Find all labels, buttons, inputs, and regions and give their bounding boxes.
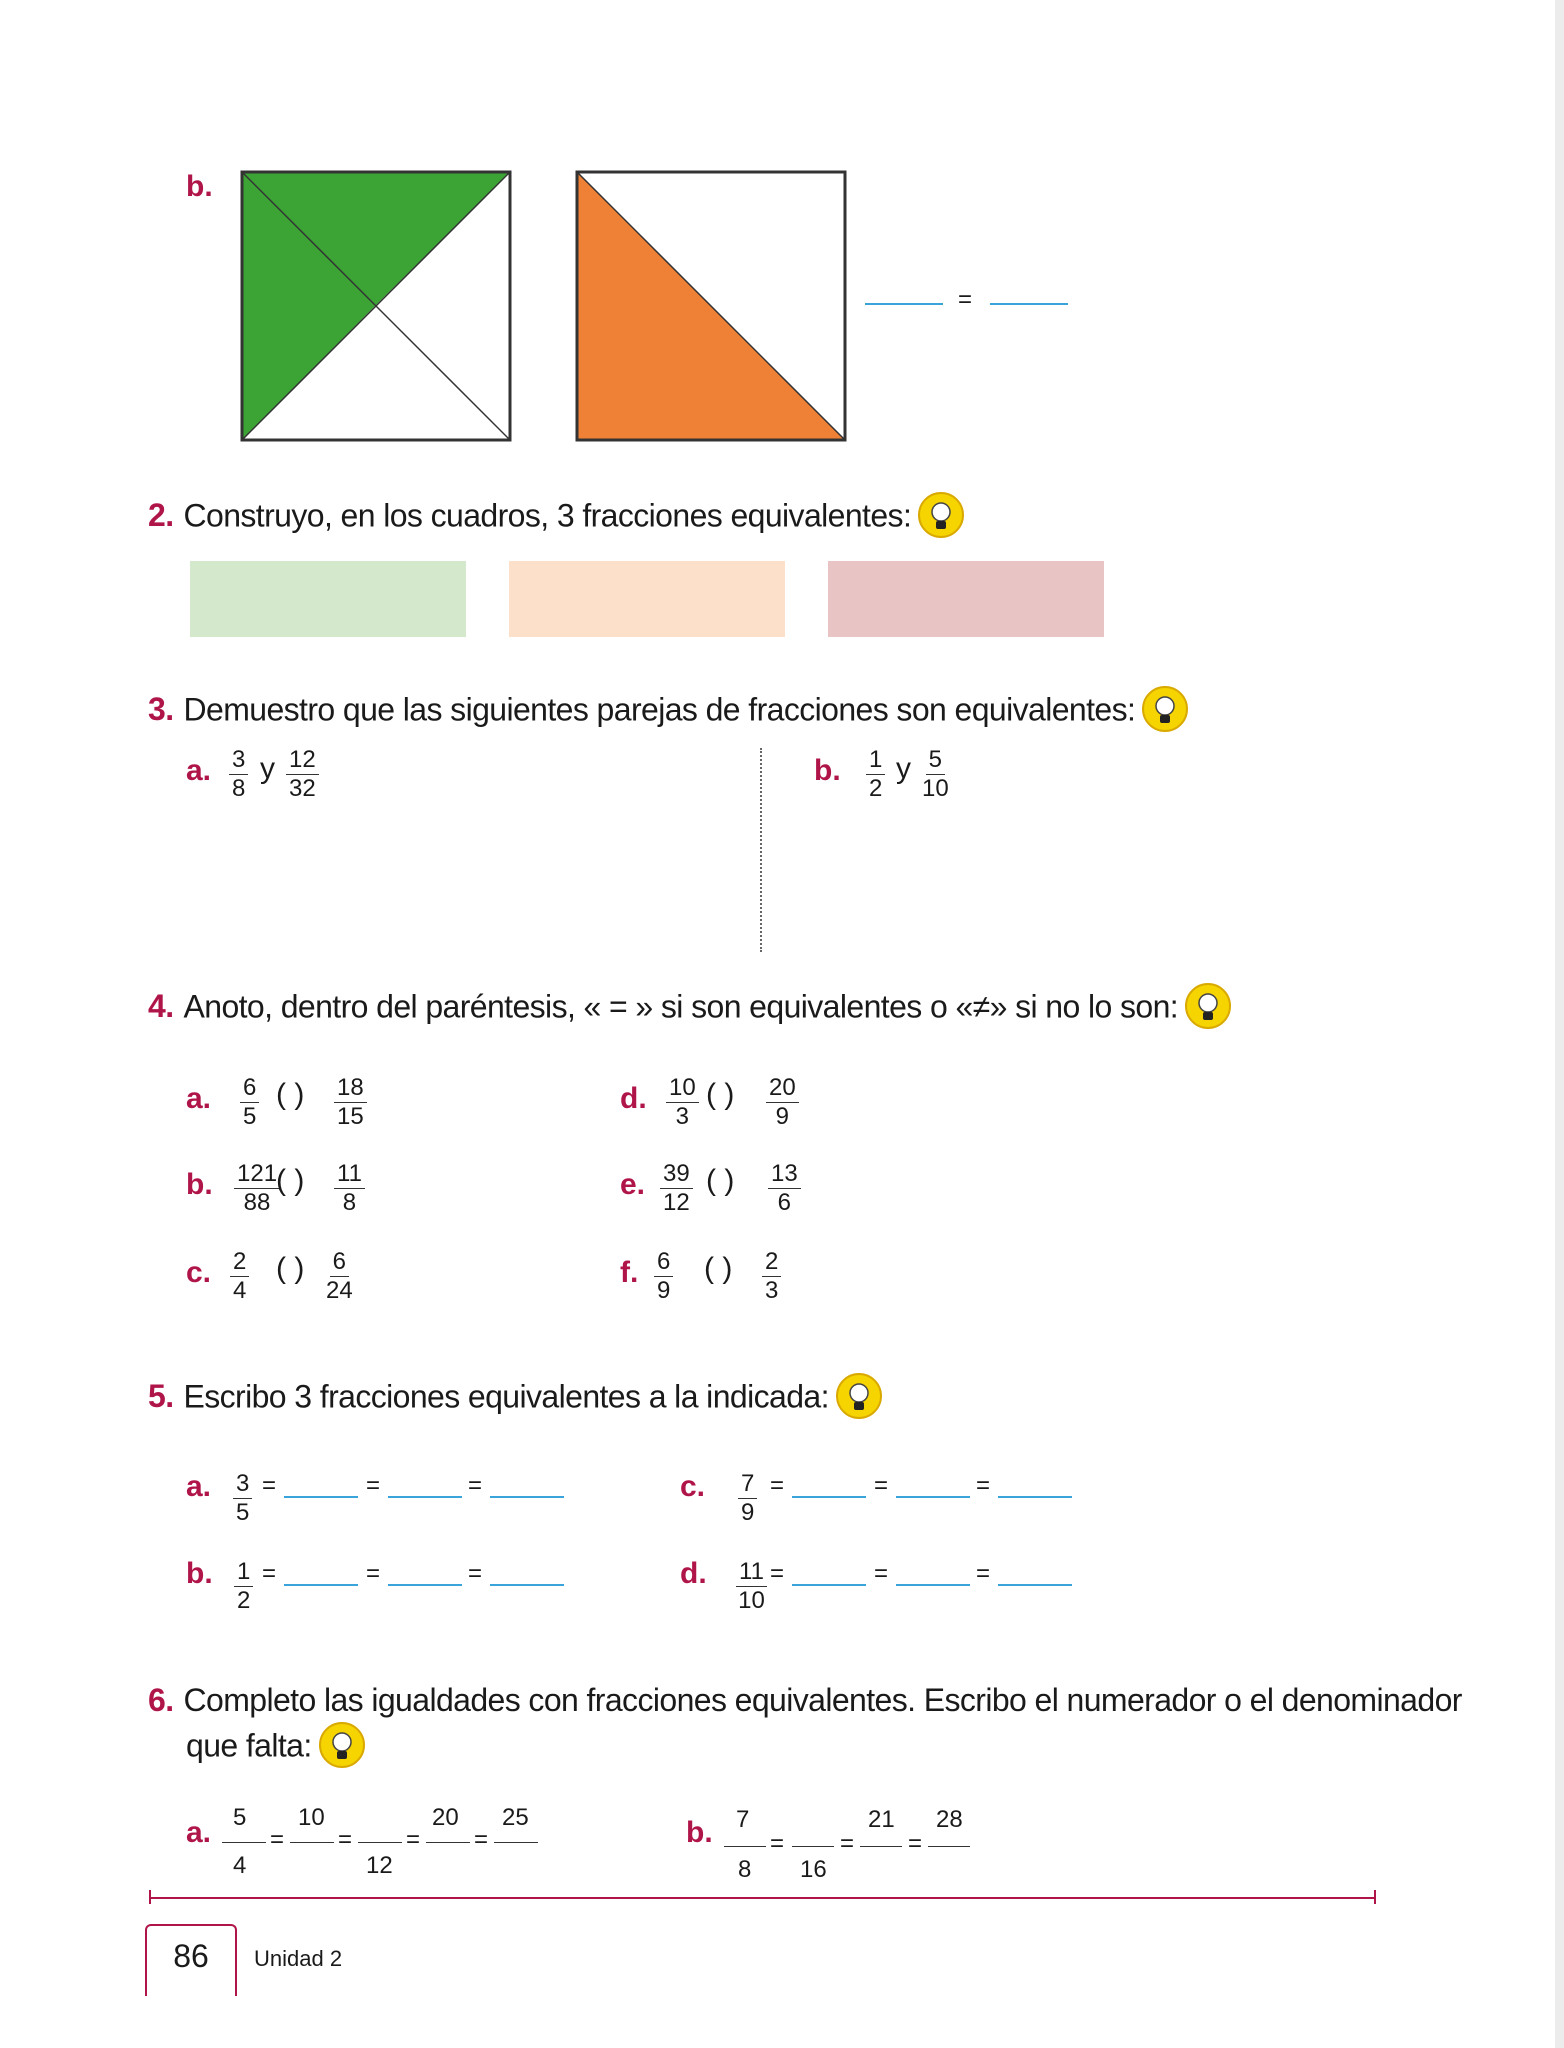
equals-sign: = — [262, 1560, 277, 1587]
equals-sign: = — [770, 1830, 785, 1857]
fraction-bar[interactable] — [494, 1842, 538, 1843]
equals-sign: = — [958, 286, 973, 313]
equals-sign: = — [338, 1826, 353, 1853]
denominator: 2 — [237, 1587, 251, 1614]
fraction — [286, 748, 319, 801]
numerator: 13 — [768, 1162, 801, 1189]
denominator: 4 — [233, 1277, 247, 1304]
question-text: que falta: — [186, 1727, 312, 1764]
denominator: 8 — [232, 775, 246, 802]
item-label: a. — [186, 1082, 212, 1115]
fraction-bar[interactable] — [290, 1842, 334, 1843]
fraction — [326, 1250, 353, 1303]
fraction — [334, 1162, 365, 1215]
fraction — [768, 1162, 801, 1215]
lightbulb-icon — [1141, 685, 1189, 733]
denominator: 8 — [738, 1856, 752, 1883]
footer-rule-tick — [1374, 1890, 1376, 1904]
question-number: 5. — [148, 1378, 174, 1415]
numerator: 18 — [334, 1076, 367, 1103]
numerator: 3 — [233, 1472, 252, 1499]
equals-sign: = — [468, 1472, 483, 1499]
part-b-label: b. — [186, 170, 213, 203]
question-6-line1 — [148, 1682, 1462, 1719]
fraction — [666, 1076, 699, 1129]
question-text: Escribo 3 fracciones equivalentes a la indicada: — [183, 1378, 829, 1415]
item-label: c. — [680, 1470, 706, 1503]
question-text: Construyo, en los cuadros, 3 fracciones equivalentes: — [183, 497, 912, 534]
fraction — [866, 748, 885, 801]
denominator: 5 — [236, 1499, 250, 1526]
fraction-bar[interactable] — [860, 1846, 902, 1847]
fraction — [762, 1250, 781, 1303]
numerator: 3 — [229, 748, 248, 775]
numerator: 10 — [666, 1076, 699, 1103]
denominator: 8 — [342, 1189, 357, 1216]
numerator: 28 — [936, 1806, 963, 1833]
item-label: c. — [186, 1256, 212, 1289]
numerator: 21 — [868, 1806, 895, 1833]
numerator: 7 — [736, 1806, 750, 1833]
denominator: 3 — [765, 1277, 779, 1304]
denominator: 88 — [243, 1189, 271, 1216]
item-label: a. — [186, 754, 212, 787]
answer-blank[interactable] — [896, 1496, 970, 1498]
answer-blank[interactable] — [490, 1584, 564, 1586]
fraction — [334, 1076, 367, 1129]
conjunction: y — [260, 752, 275, 785]
answer-parentheses[interactable]: ( ) — [706, 1078, 735, 1111]
numerator: 10 — [298, 1804, 325, 1831]
item-label: b. — [186, 1557, 213, 1590]
item-label: b. — [686, 1816, 713, 1849]
item-label: a. — [186, 1816, 212, 1849]
equals-sign: = — [262, 1472, 277, 1499]
fraction — [736, 1560, 767, 1613]
denominator: 3 — [675, 1103, 690, 1130]
page-edge — [1555, 0, 1564, 2048]
equals-sign: = — [474, 1826, 489, 1853]
answer-blank[interactable] — [998, 1584, 1072, 1586]
item-label: d. — [620, 1082, 647, 1115]
numerator: 121 — [234, 1162, 280, 1189]
equals-sign: = — [366, 1560, 381, 1587]
denominator: 4 — [233, 1852, 247, 1879]
fraction — [654, 1250, 673, 1303]
fraction — [229, 748, 248, 801]
answer-parentheses[interactable]: ( ) — [276, 1164, 305, 1197]
fraction — [660, 1162, 693, 1215]
numerator: 5 — [233, 1804, 247, 1831]
answer-blank[interactable] — [388, 1496, 462, 1498]
item-label: e. — [620, 1168, 646, 1201]
denominator: 12 — [366, 1852, 393, 1879]
answer-blank[interactable] — [990, 303, 1068, 305]
denominator: 6 — [777, 1189, 792, 1216]
question-4 — [148, 985, 1232, 1033]
orange-square-figure — [575, 170, 855, 442]
equals-sign: = — [406, 1826, 421, 1853]
fraction-bar — [724, 1846, 766, 1847]
fraction-bar[interactable] — [928, 1846, 970, 1847]
equals-sign: = — [976, 1560, 991, 1587]
fraction-bar[interactable] — [358, 1842, 402, 1843]
answer-parentheses[interactable]: ( ) — [276, 1078, 305, 1111]
equals-sign: = — [770, 1560, 785, 1587]
column-divider — [760, 748, 762, 952]
equals-sign: = — [468, 1560, 483, 1587]
equals-sign: = — [874, 1560, 889, 1587]
item-label: b. — [814, 754, 841, 787]
numerator: 12 — [286, 748, 319, 775]
question-text: Demuestro que las siguientes parejas de fracciones son equivalentes: — [183, 691, 1136, 728]
answer-blank[interactable] — [998, 1496, 1072, 1498]
answer-parentheses[interactable]: ( ) — [706, 1164, 735, 1197]
lightbulb-icon — [917, 491, 965, 539]
answer-blank[interactable] — [388, 1584, 462, 1586]
numerator: 39 — [660, 1162, 693, 1189]
question-3 — [148, 688, 1189, 736]
footer-rule — [150, 1897, 1376, 1899]
equals-sign: = — [874, 1472, 889, 1499]
page-number: 86 — [173, 1938, 209, 1974]
unit-label: Unidad 2 — [254, 1946, 343, 1971]
answer-blank[interactable] — [284, 1496, 358, 1498]
equals-sign: = — [976, 1472, 991, 1499]
footer-rule-tick — [149, 1890, 151, 1904]
numerator: 6 — [330, 1250, 349, 1277]
denominator: 32 — [289, 775, 316, 802]
green-square-figure — [240, 170, 520, 442]
answer-blank[interactable] — [284, 1584, 358, 1586]
item-label: f. — [620, 1256, 639, 1289]
question-text: Anoto, dentro del paréntesis, « = » si son equivalentes o «≠» si no lo son: — [183, 988, 1179, 1025]
question-number: 4. — [148, 988, 174, 1025]
answer-parentheses[interactable]: ( ) — [704, 1252, 733, 1285]
lightbulb-icon — [1184, 982, 1232, 1030]
question-number: 6. — [148, 1682, 174, 1718]
denominator: 10 — [738, 1587, 765, 1614]
fraction — [738, 1472, 757, 1525]
answer-blank[interactable] — [792, 1584, 866, 1586]
denominator: 15 — [337, 1103, 364, 1130]
numerator: 11 — [736, 1560, 767, 1587]
answer-blank[interactable] — [896, 1584, 970, 1586]
equals-sign: = — [770, 1472, 785, 1499]
denominator: 5 — [243, 1103, 257, 1130]
equals-sign: = — [840, 1830, 855, 1857]
answer-box-pink[interactable] — [828, 561, 1104, 637]
lightbulb-icon — [835, 1372, 883, 1420]
answer-box-peach[interactable] — [509, 561, 785, 637]
fraction — [922, 748, 949, 801]
denominator: 9 — [657, 1277, 671, 1304]
question-6-line2 — [186, 1724, 366, 1772]
fraction — [234, 1162, 280, 1215]
fraction — [766, 1076, 799, 1129]
numerator: 5 — [926, 748, 945, 775]
denominator: 10 — [922, 775, 949, 802]
answer-blank[interactable] — [865, 303, 943, 305]
denominator: 12 — [663, 1189, 690, 1216]
denominator: 9 — [775, 1103, 790, 1130]
question-text: Completo las igualdades con fracciones equivalentes. Escribo el numerador o el denominador — [183, 1682, 1462, 1718]
equals-sign: = — [270, 1826, 285, 1853]
equals-sign: = — [908, 1830, 923, 1857]
fraction-bar — [222, 1842, 266, 1843]
answer-parentheses[interactable]: ( ) — [276, 1252, 305, 1285]
numerator: 1 — [866, 748, 885, 775]
denominator: 2 — [869, 775, 883, 802]
lightbulb-icon — [318, 1721, 366, 1769]
numerator: 1 — [234, 1560, 253, 1587]
item-label: b. — [186, 1168, 213, 1201]
numerator: 20 — [766, 1076, 799, 1103]
numerator: 6 — [654, 1250, 673, 1277]
fraction — [240, 1076, 259, 1129]
numerator: 25 — [502, 1804, 529, 1831]
question-2 — [148, 494, 965, 542]
fraction — [230, 1250, 249, 1303]
fraction — [234, 1560, 253, 1613]
fraction-bar[interactable] — [792, 1846, 834, 1847]
numerator: 6 — [240, 1076, 259, 1103]
denominator: 9 — [741, 1499, 755, 1526]
item-label: d. — [680, 1557, 707, 1590]
numerator: 2 — [762, 1250, 781, 1277]
answer-blank[interactable] — [792, 1496, 866, 1498]
answer-blank[interactable] — [490, 1496, 564, 1498]
numerator: 11 — [334, 1162, 365, 1189]
question-number: 3. — [148, 691, 174, 728]
numerator: 7 — [738, 1472, 757, 1499]
denominator: 24 — [326, 1277, 353, 1304]
equals-sign: = — [366, 1472, 381, 1499]
fraction — [233, 1472, 252, 1525]
question-5 — [148, 1375, 883, 1423]
item-label: a. — [186, 1470, 212, 1503]
numerator: 2 — [230, 1250, 249, 1277]
answer-box-green[interactable] — [190, 561, 466, 637]
conjunction: y — [896, 752, 911, 785]
question-number: 2. — [148, 497, 174, 534]
denominator: 16 — [800, 1856, 827, 1883]
numerator: 20 — [432, 1804, 459, 1831]
fraction-bar[interactable] — [426, 1842, 470, 1843]
